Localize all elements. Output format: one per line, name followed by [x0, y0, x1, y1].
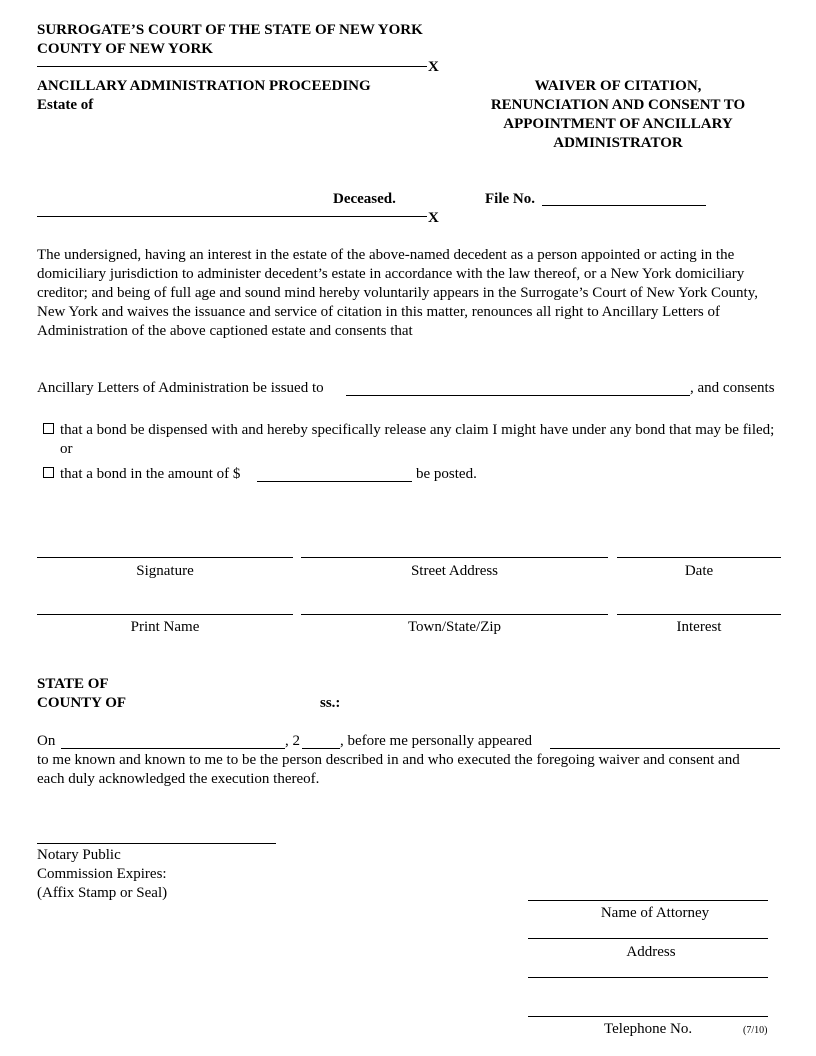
- on-label: On: [37, 733, 56, 749]
- notary-signature-field[interactable]: [37, 843, 276, 844]
- bond-amount-checkbox[interactable]: [43, 466, 60, 484]
- state-of-label: STATE OF: [37, 676, 109, 692]
- file-no-field[interactable]: [542, 205, 706, 206]
- acknowledgment-text: to me known and known to me to be the person described in and who executed the foregoing waiver and consent and each duly acknowledged the execution thereof.: [37, 752, 740, 787]
- caption-x-top: X: [428, 59, 439, 75]
- court-name: SURROGATE’S COURT OF THE STATE OF NEW YORK: [37, 22, 423, 38]
- waiver-paragraph: The undersigned, having an interest in the estate of the above-named decedent as a person appointed or acting in the domiciliary jurisdiction to administer decedent’s estate in accordance with the law thereof, or a New York domiciliary creditor; and being of full age and sound mind hereby voluntarily appears in the Surrogate’s Court of New York County, New York and waives the issuance and service of citation in this matter, renounces all right to Ancillary Letters of Administration of the above captioned estate and consents that: [37, 247, 758, 339]
- town-state-zip-field[interactable]: [301, 614, 608, 615]
- print-name-label: Print Name: [130, 619, 200, 635]
- ack-date-field[interactable]: [61, 748, 285, 749]
- attorney-telephone-field[interactable]: [528, 1016, 768, 1017]
- estate-of-label: Estate of: [37, 97, 94, 113]
- affix-seal-label: (Affix Stamp or Seal): [37, 885, 168, 901]
- street-address-field[interactable]: [301, 557, 608, 558]
- interest-label: Interest: [676, 619, 722, 635]
- bond-amount-field[interactable]: [257, 481, 412, 482]
- ss-label: ss.:: [320, 695, 341, 711]
- bond-dispensed-text: that a bond be dispensed with and hereby specifically release any claim I might have under any bond that may be filed; or: [60, 422, 775, 457]
- date-field[interactable]: [617, 557, 781, 558]
- attorney-name-field[interactable]: [528, 900, 768, 901]
- county-name: COUNTY OF NEW YORK: [37, 41, 213, 57]
- commission-expires-label: Commission Expires:: [37, 866, 167, 882]
- notary-public-label: Notary Public: [37, 847, 121, 863]
- file-no-label: File No.: [485, 191, 535, 207]
- street-address-label: Street Address: [410, 563, 499, 579]
- attorney-address-field[interactable]: [528, 938, 768, 939]
- attorney-address-label: Address: [626, 944, 676, 960]
- be-posted-label: be posted.: [416, 466, 477, 482]
- bond-amount-label: that a bond in the amount of $: [60, 466, 241, 482]
- appeared-label: , before me personally appeared: [340, 733, 532, 749]
- attorney-address-line2-field[interactable]: [528, 977, 768, 978]
- appeared-name-field[interactable]: [550, 748, 780, 749]
- issued-to-field[interactable]: [346, 395, 690, 396]
- telephone-label: Telephone No.: [604, 1021, 693, 1037]
- year-prefix: , 2: [285, 733, 300, 749]
- ack-year-field[interactable]: [302, 748, 340, 749]
- signature-label: Signature: [136, 563, 194, 579]
- caption-top-rule: [37, 66, 427, 67]
- form-revision-code: (7/10): [743, 1025, 768, 1036]
- interest-field[interactable]: [617, 614, 781, 615]
- and-consents-label: , and consents: [690, 380, 775, 396]
- document-title-line3: APPOINTMENT OF ANCILLARY: [503, 116, 733, 132]
- county-of-label: COUNTY OF: [37, 695, 127, 711]
- print-name-field[interactable]: [37, 614, 293, 615]
- caption-x-bottom: X: [428, 210, 439, 226]
- document-title-line1: WAIVER OF CITATION,: [534, 78, 702, 94]
- attorney-name-label: Name of Attorney: [600, 905, 710, 921]
- town-state-zip-label: Town/State/Zip: [407, 619, 502, 635]
- proceeding-title: ANCILLARY ADMINISTRATION PROCEEDING: [37, 78, 371, 94]
- letters-issued-label: Ancillary Letters of Administration be issued to: [37, 380, 324, 396]
- document-title-line2: RENUNCIATION AND CONSENT TO: [490, 97, 746, 113]
- date-label: Date: [684, 563, 714, 579]
- caption-bottom-rule: [37, 216, 427, 217]
- signature-field[interactable]: [37, 557, 293, 558]
- document-title-line4: ADMINISTRATOR: [553, 135, 683, 151]
- bond-dispensed-checkbox[interactable]: [43, 422, 60, 440]
- deceased-label: Deceased.: [333, 191, 396, 207]
